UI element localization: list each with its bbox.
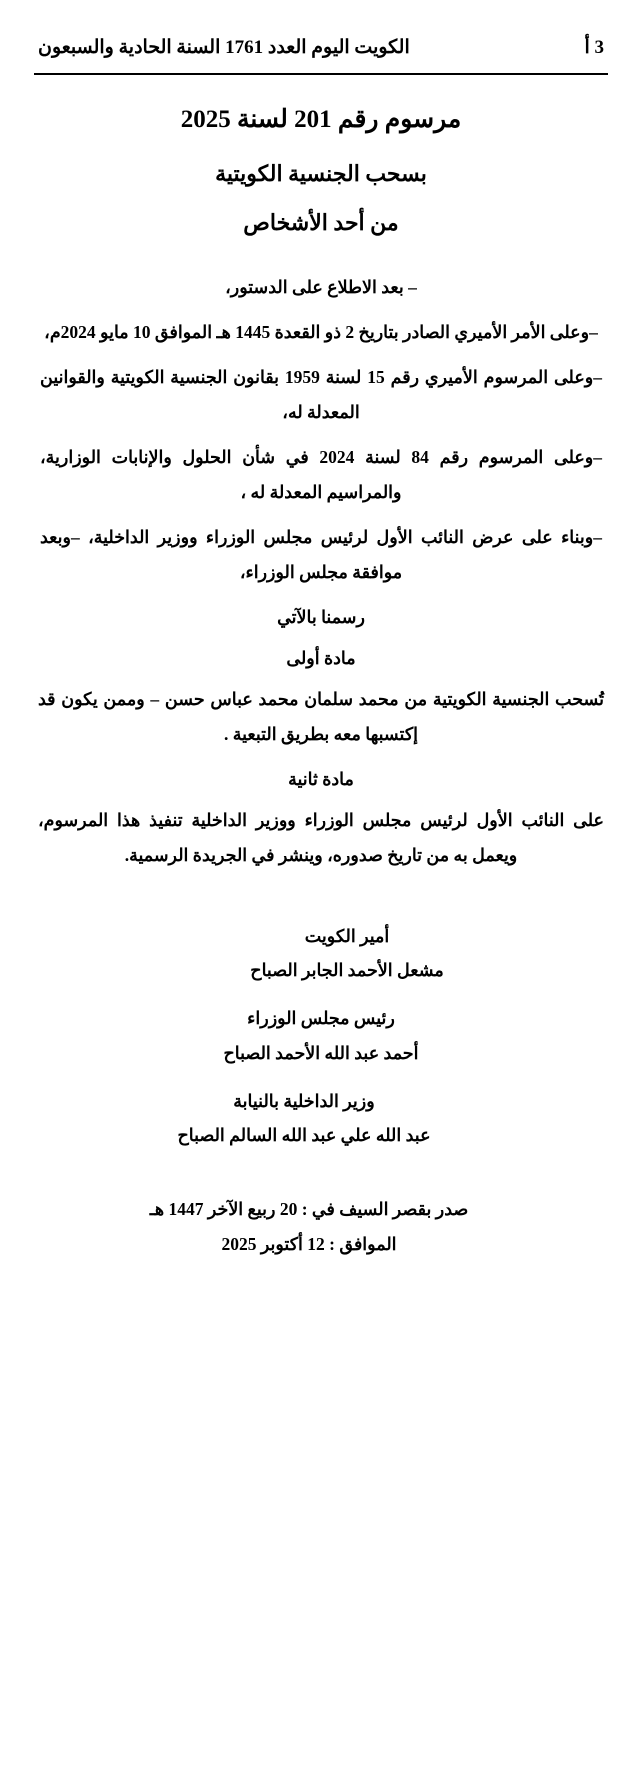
preamble-clause: –وبناء على عرض النائب الأول لرئيس مجلس الوزراء ووزير الداخلية، –وبعد موافقة مجلس الوزراء، bbox=[40, 527, 602, 583]
preamble-clause: –وعلى المرسوم الأميري رقم 15 لسنة 1959 بقانون الجنسية الكويتية والقوانين المعدلة له، bbox=[40, 367, 602, 423]
article-heading: مادة ثانية bbox=[288, 769, 354, 790]
preamble-clause: – بعد الاطلاع على الدستور، bbox=[225, 277, 417, 298]
decree-title: مرسوم رقم 201 لسنة 2025 bbox=[180, 106, 462, 133]
issued-hijri-line: صدر بقصر السيف في : 20 ربيع الآخر 1447 هـ bbox=[149, 1198, 469, 1219]
article-heading: مادة أولى bbox=[286, 648, 356, 669]
signature-role: وزير الداخلية بالنيابة bbox=[233, 1090, 375, 1111]
signature-name: أحمد عبد الله الأحمد الصباح bbox=[223, 1042, 419, 1063]
signature-emir bbox=[34, 919, 642, 987]
signature-role: رئيس مجلس الوزراء bbox=[247, 1008, 395, 1029]
signature-name: مشعل الأحمد الجابر الصباح bbox=[250, 960, 444, 981]
signature-block bbox=[34, 919, 608, 1152]
signature-name: عبد الله علي عبد الله السالم الصباح bbox=[177, 1124, 431, 1145]
decree-subtitle-2: من أحد الأشخاص bbox=[243, 209, 399, 235]
preamble-clause: –وعلى الأمر الأميري الصادر بتاريخ 2 ذو القعدة 1445 هـ الموافق 10 مايو 2024م، bbox=[44, 322, 598, 343]
issuance-dates bbox=[34, 1192, 608, 1262]
issued-gregorian-line: الموافق : 12 أكتوبر 2025 bbox=[221, 1233, 397, 1254]
article-text: تُسحب الجنسية الكويتية من محمد سلمان محمد عباس حسن – وممن يكون قد إكتسبها معه بطريق التبعية . bbox=[38, 689, 604, 745]
gazette-title: الكويت اليوم العدد 1761 السنة الحادية والسبعون bbox=[38, 37, 410, 58]
article-text: على النائب الأول لرئيس مجلس الوزراء ووزير الداخلية تنفيذ هذا المرسوم، ويعمل به من تاريخ صدوره، وينشر في الجريدة الرسمية. bbox=[38, 810, 604, 866]
page-number: 3 أ bbox=[584, 37, 604, 58]
header-divider bbox=[34, 73, 608, 75]
preamble-clause: –وعلى المرسوم رقم 84 لسنة 2024 في شأن الحلول والإنابات الوزارية، والمراسيم المعدلة له ، bbox=[40, 447, 603, 503]
signature-role: أمير الكويت bbox=[304, 926, 390, 947]
decree-subtitle-1: بسحب الجنسية الكويتية bbox=[215, 160, 427, 186]
page-header bbox=[34, 36, 608, 67]
signature-interior-minister bbox=[34, 1084, 574, 1152]
enacting-formula: رسمنا بالآتي bbox=[277, 607, 365, 628]
signature-prime-minister bbox=[34, 1001, 608, 1069]
